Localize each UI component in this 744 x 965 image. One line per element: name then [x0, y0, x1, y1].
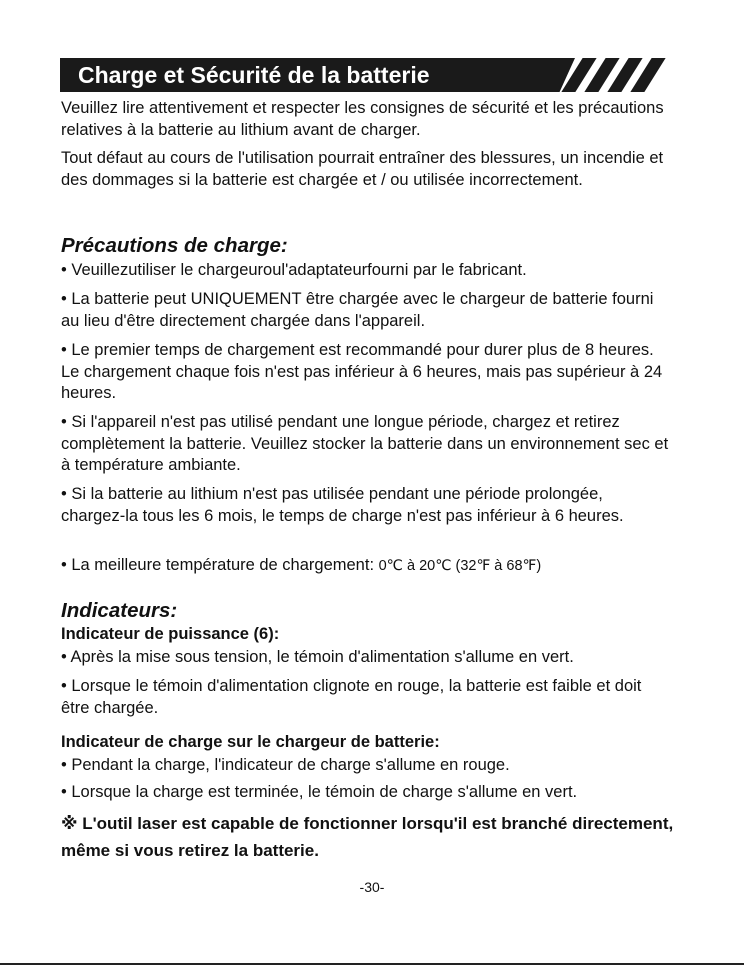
- temperature-label: • La meilleure température de chargement:: [61, 556, 379, 574]
- intro-text-1: Veuillez lire attentivement et respecter les consignes de sécurité et les précautions relatives à la batterie au lithium avant de charger.: [61, 99, 664, 139]
- temperature-value: 0℃ à 20℃ (32℉ à 68℉): [378, 558, 542, 574]
- precaution-item: • Veuillezutiliser le chargeuroul'adaptateurfourni par le fabricant.: [61, 261, 527, 279]
- precautions-heading: Précautions de charge:: [61, 234, 288, 257]
- intro-text-2: Tout défaut au cours de l'utilisation pourrait entraîner des blessures, un incendie et des dommages si la batterie est chargée et / ou utilisée incorrectement.: [61, 149, 664, 189]
- precaution-item: • Si l'appareil n'est pas utilisé pendant une longue période, chargez et retirez complètement la batterie. Veuillez stocker la batterie dans un environnement sec et à température ambiante.: [61, 413, 669, 474]
- indicator-item: • Pendant la charge, l'indicateur de charge s'allume en rouge.: [61, 756, 510, 774]
- indicator-item: • Après la mise sous tension, le témoin d'alimentation s'allume en vert.: [61, 648, 574, 666]
- intro-paragraph: [61, 98, 671, 141]
- page-number: -30-: [359, 879, 385, 895]
- indicator-item: • Lorsque la charge est terminée, le témoin de charge s'allume en vert.: [61, 783, 578, 801]
- precaution-item: • Si la batterie au lithium n'est pas utilisée pendant une période prolongée, chargez-la tous les 6 mois, le temps de charge n'est pas inférieur à 6 heures.: [61, 485, 624, 525]
- power-indicator-heading: Indicateur de puissance (6):: [61, 625, 280, 643]
- charger-indicator-heading: Indicateur de charge sur le chargeur de batterie:: [61, 733, 440, 751]
- indicator-item: • Lorsque le témoin d'alimentation clignote en rouge, la batterie est faible et doit être chargée.: [61, 677, 642, 717]
- charging-temperature: [61, 555, 671, 578]
- precaution-item: • La batterie peut UNIQUEMENT être chargée avec le chargeur de batterie fourni au lieu d'être directement chargée dans l'appareil.: [61, 290, 654, 330]
- precaution-item: • Le premier temps de chargement est recommandé pour durer plus de 8 heures. Le chargement chaque fois n'est pas inférieur à 6 heures, mais pas supérieur à 24 heures.: [61, 341, 663, 402]
- laser-tool-note: ※ L'outil laser est capable de fonctionner lorsqu'il est branché directement, même si vous retirez la batterie.: [61, 814, 674, 860]
- intro-paragraph: [61, 148, 671, 191]
- section-banner: [60, 58, 658, 92]
- indicators-heading: Indicateurs:: [61, 599, 178, 622]
- section-title: Charge et Sécurité de la batterie: [78, 62, 430, 88]
